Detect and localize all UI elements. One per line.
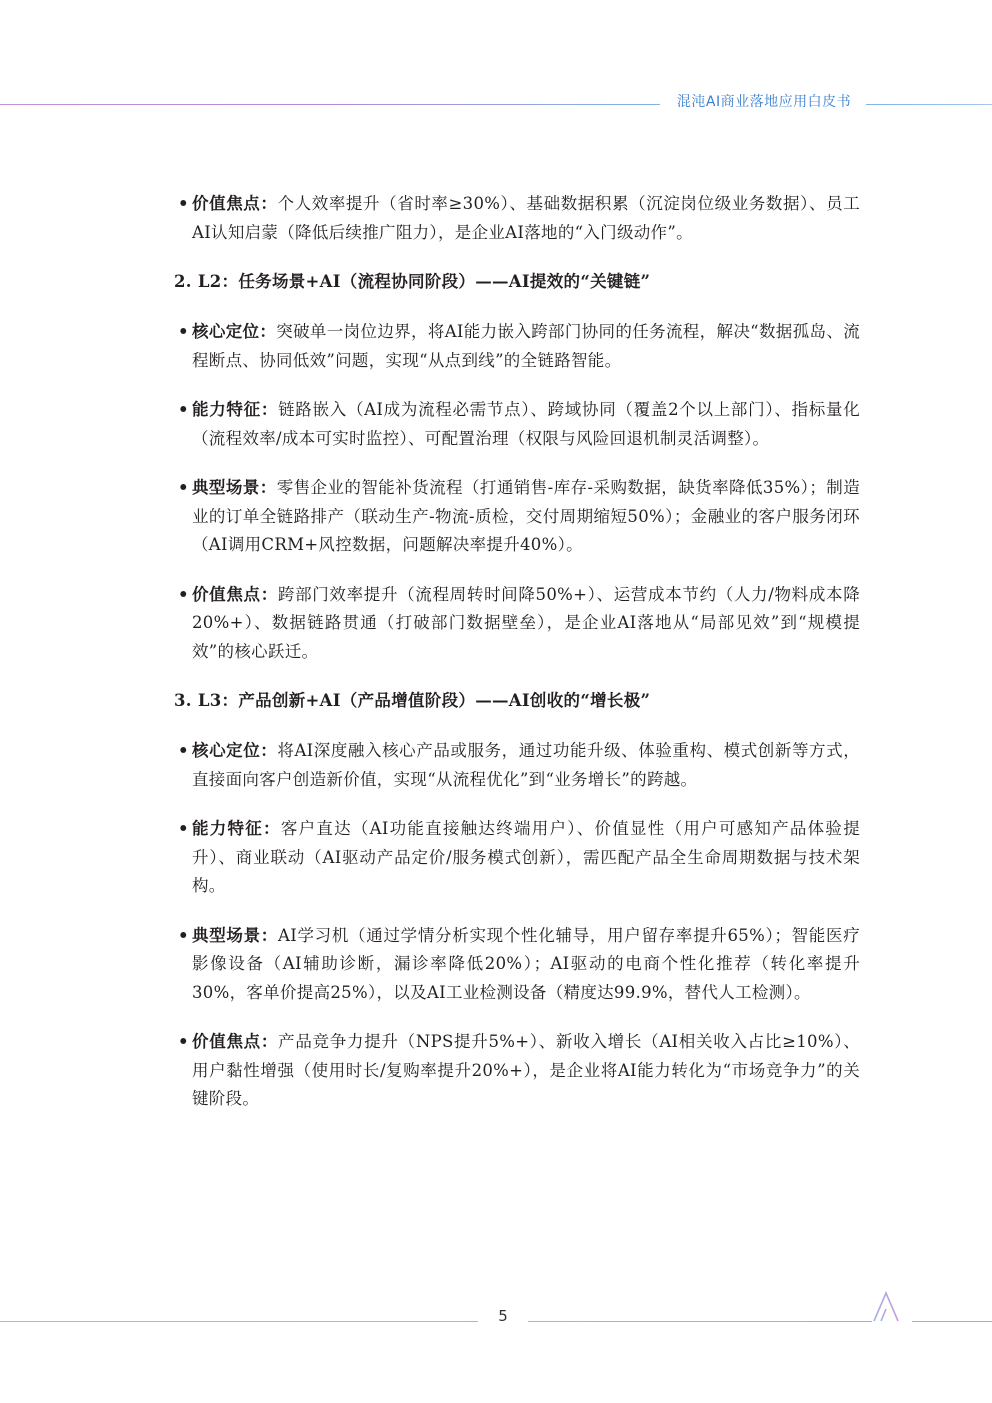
bullet-label: 能力特征： (192, 819, 281, 838)
l3-value-focus (178, 1028, 860, 1114)
bullet-text: 将AI深度融入核心产品或服务，通过功能升级、体验重构、模式创新等方式，直接面向客户创造新价值，实现“从流程优化”到“业务增长”的跨越。 (192, 741, 860, 789)
ai-logo-icon (872, 1290, 916, 1322)
l2-value-focus (178, 581, 860, 667)
footer-divider-right (528, 1321, 872, 1322)
l2-scenario (178, 474, 860, 560)
bullet-label: 典型场景： (192, 925, 279, 945)
section-heading-l2: 2. L2：任务场景+AI（流程协同阶段）——AI提效的“关键链” (174, 272, 651, 291)
bullet-text: 链路嵌入（AI成为流程必需节点）、跨域协同（覆盖2个以上部门）、指标量化（流程效率/成本可实时监控）、可配置治理（权限与风险回退机制灵活调整）。 (192, 400, 861, 448)
bullet-text: 产品竞争力提升（NPS提升5%+）、新收入增长（AI相关收入占比≥10%）、用户黏性增强（使用时长/复购率提升20%+），是企业将AI能力转化为“市场竞争力”的关键阶段。 (192, 1032, 860, 1108)
page-number: 5 (498, 1307, 508, 1325)
l1-value-focus (178, 190, 860, 247)
footer-divider-far (912, 1321, 992, 1322)
bullet-text: 零售企业的智能补货流程（打通销售-库存-采购数据，缺货率降低35%）；制造业的订单全链路排产（联动生产-物流-质检，交付周期缩短50%）；金融业的客户服务闭环（AI调用CRM+风控数据，问题解决率提升40%）。 (192, 478, 860, 554)
bullet-text: 跨部门效率提升（流程周转时间降50%+）、运营成本节约（人力/物料成本降20%+）、数据链路贯通（打破部门数据壁垒），是企业AI落地从“局部见效”到“规模提效”的核心跃迁。 (192, 584, 861, 661)
section-heading-l3: 3. L3：产品创新+AI（产品增值阶段）——AI创收的“增长极” (174, 691, 651, 710)
bullet-label: 价值焦点： (192, 1032, 279, 1051)
footer-divider-left (0, 1321, 478, 1322)
l2-core-position (178, 318, 860, 375)
bullet-text: 客户直达（AI功能直接触达终端用户）、价值显性（用户可感知产品体验提升）、商业联动（AI驱动产品定价/服务模式创新），需匹配产品全生命周期数据与技术架构。 (192, 819, 860, 895)
document-body (174, 190, 861, 1135)
bullet-label: 核心定位： (192, 322, 277, 341)
l2-capability (178, 396, 860, 453)
bullet-label: 价值焦点： (192, 194, 278, 213)
l3-scenario (178, 922, 860, 1008)
bullet-label: 价值焦点： (192, 584, 278, 604)
bullet-text: 突破单一岗位边界，将AI能力嵌入跨部门协同的任务流程，解决“数据孤岛、流程断点、协同低效”问题，实现“从点到线”的全链路智能。 (192, 322, 860, 370)
l3-capability (178, 815, 860, 901)
bullet-label: 核心定位： (192, 741, 278, 760)
header-title: 混沌AI商业落地应用白皮书 (676, 94, 852, 110)
bullet-label: 典型场景： (192, 478, 277, 497)
header-divider-left (0, 104, 660, 105)
header-divider-right (866, 104, 992, 105)
l3-core-position (178, 737, 860, 794)
bullet-text: 个人效率提升（省时率≥30%）、基础数据积累（沉淀岗位级业务数据）、员工AI认知启蒙（降低后续推广阻力），是企业AI落地的“入门级动作”。 (192, 194, 860, 242)
bullet-text: AI学习机（通过学情分析实现个性化辅导，用户留存率提升65%）；智能医疗影像设备（AI辅助诊断，漏诊率降低20%）；AI驱动的电商个性化推荐（转化率提升30%，客单价提高25%），以及AI工业检测设备（精度达99.9%，替代人工检测）。 (192, 925, 860, 1002)
bullet-label: 能力特征： (192, 400, 279, 419)
